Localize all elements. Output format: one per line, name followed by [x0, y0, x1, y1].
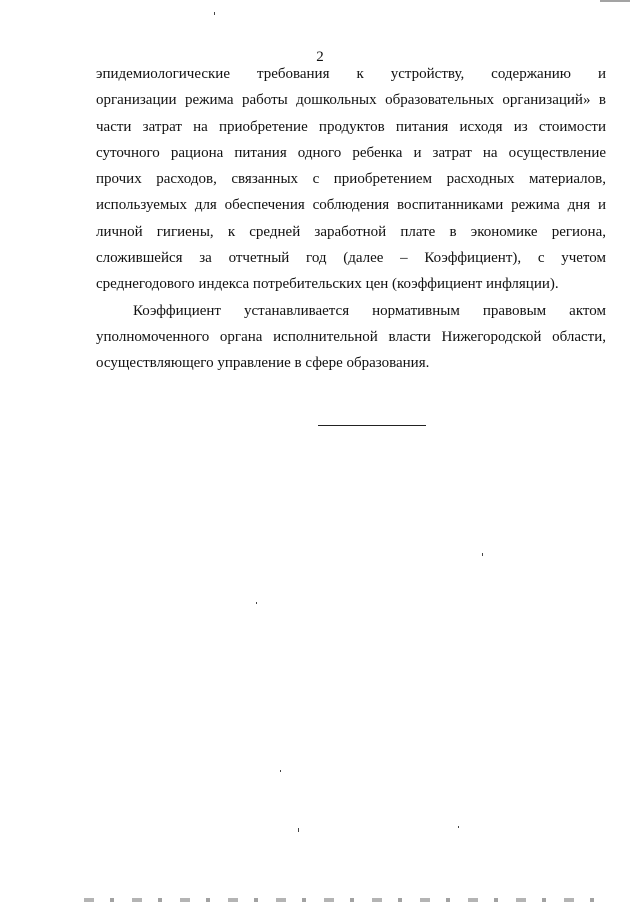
scan-artifact — [458, 826, 459, 828]
text-line: прочих расходов, связанных с приобретением расходных материалов, — [96, 171, 606, 188]
text-line: среднегодового индекса потребительских цен (коэффициент инфляции). — [96, 276, 559, 293]
text-line: осуществляющего управление в сфере образования. — [96, 355, 430, 372]
scan-artifact — [256, 602, 257, 604]
text-line: Коэффициент устанавливается нормативным правовым актом — [133, 302, 606, 319]
scan-artifact — [298, 828, 299, 832]
document-body — [96, 64, 606, 380]
scan-artifact — [280, 770, 281, 772]
paragraph — [96, 301, 606, 380]
scan-artifact — [84, 898, 604, 902]
text-line: суточного рациона питания одного ребенка и затрат на осуществление — [96, 144, 606, 161]
end-of-document-rule — [318, 425, 426, 426]
paragraph — [96, 64, 606, 301]
text-line: используемых для обеспечения соблюдения воспитанниками режима дня и — [96, 197, 606, 214]
text-line: сложившейся за отчетный год (далее – Коэффициент), с учетом — [96, 250, 606, 267]
scan-artifact — [214, 12, 215, 15]
text-line: организации режима работы дошкольных образовательных организаций» в — [96, 92, 606, 109]
text-line: части затрат на приобретение продуктов питания исходя из стоимости — [96, 118, 606, 135]
page-number: 2 — [316, 49, 324, 65]
text-line: личной гигиены, к средней заработной плате в экономике региона, — [96, 223, 606, 240]
text-line: эпидемиологические требования к устройству, содержанию и — [96, 66, 606, 82]
scan-artifact — [482, 553, 483, 556]
text-line: уполномоченного органа исполнительной власти Нижегородской области, — [96, 328, 606, 345]
scan-artifact — [600, 0, 630, 2]
